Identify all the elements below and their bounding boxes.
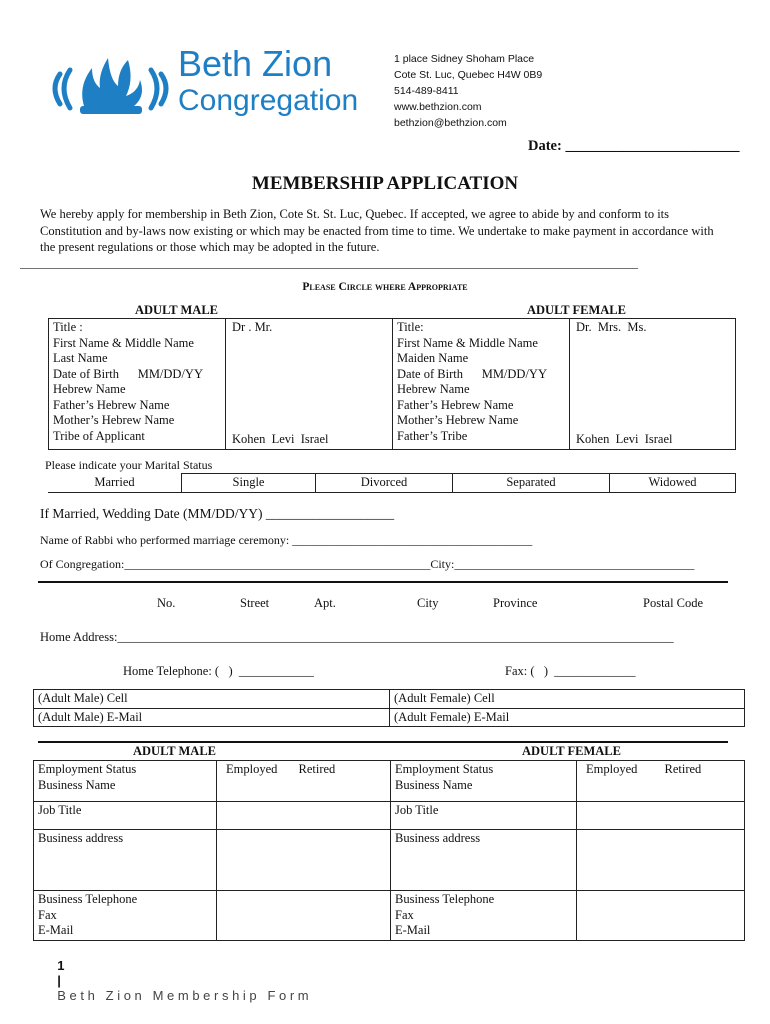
male-email-field[interactable]: (Adult Male) E-Mail <box>34 708 390 727</box>
address-block <box>394 51 542 131</box>
male-business-phone-label: Business Telephone <box>38 892 138 906</box>
female-cell-field[interactable]: (Adult Female) Cell <box>390 690 745 709</box>
page-title: MEMBERSHIP APPLICATION <box>251 173 519 194</box>
marital-status-table <box>48 473 736 493</box>
male-employed-option[interactable]: Employed <box>226 762 278 776</box>
male-title-options[interactable]: Dr . Mr. <box>232 320 273 334</box>
female-dob-label: Date of Birth MM/DD/YY <box>397 366 547 381</box>
employment-male-heading: ADULT MALE <box>133 744 217 758</box>
employment-table <box>33 760 745 941</box>
fax-field[interactable]: Fax: ( ) _____________ <box>505 664 636 678</box>
female-maiden-name-label: Maiden Name <box>397 351 469 365</box>
address-col-no: No. <box>157 596 176 610</box>
male-job-title-label: Job Title <box>34 802 217 830</box>
female-employment-options[interactable] <box>577 761 745 802</box>
male-first-name-label: First Name & Middle Name <box>53 335 194 350</box>
address-line: Cote St. Luc, Quebec H4W 0B9 <box>394 69 543 81</box>
adult-female-heading: ADULT FEMALE <box>527 303 626 317</box>
footer <box>50 943 309 1003</box>
employment-rule <box>38 741 728 743</box>
personal-info-table <box>48 318 736 450</box>
address-col-street: Street <box>240 596 270 610</box>
marital-separated[interactable]: Separated <box>453 474 610 493</box>
rabbi-field[interactable]: Name of Rabbi who performed marriage ceremony: ________________________________________ <box>40 533 533 547</box>
male-last-name-label: Last Name <box>53 351 108 365</box>
male-business-address-label: Business address <box>34 830 217 891</box>
female-business-phone-label: Business Telephone <box>395 892 495 906</box>
divider-line: _______________________________________________________________________________________________________ <box>20 256 638 270</box>
female-contact-inputs[interactable] <box>577 891 745 941</box>
home-address-field[interactable]: Home Address:_________________________________________________________________________________________ <box>40 630 674 644</box>
female-email-label: E-Mail <box>395 923 431 937</box>
male-contact-labels <box>34 891 217 941</box>
address-line: 1 place Sidney Shoham Place <box>394 53 535 65</box>
footer-title: B e t h Z i o n M e m b e r s h i p F o r m <box>57 988 309 1003</box>
address-col-province: Province <box>493 596 538 610</box>
female-fax-label: Fax <box>395 907 414 922</box>
female-first-name-label: First Name & Middle Name <box>397 335 538 350</box>
female-mother-hebrew-label: Mother’s Hebrew Name <box>397 413 519 427</box>
male-tribe-options[interactable]: Kohen Levi Israel <box>232 431 329 446</box>
page-number: 1 <box>57 958 65 973</box>
female-business-address-input[interactable] <box>577 830 745 891</box>
address-col-city: City <box>417 596 439 610</box>
intro-paragraph: We hereby apply for membership in Beth Zion, Cote St. St. Luc, Quebec. If accepted, we agree to abide by and conform to its Constitution and by-laws now existing or which may be enacted from time to time. We undertake to make payment in accordance with the present regulations or those which may be adopted in the future. <box>40 207 714 254</box>
female-inputs[interactable] <box>570 319 736 450</box>
wedding-date-field[interactable]: If Married, Wedding Date (MM/DD/YY) ___________________ <box>40 506 395 521</box>
male-mother-hebrew-label: Mother’s Hebrew Name <box>53 413 175 427</box>
female-field-labels <box>393 319 570 450</box>
female-job-title-input[interactable] <box>577 802 745 830</box>
address-col-postal: Postal Code <box>643 596 704 610</box>
circle-note: Please Circle where Appropriate <box>302 281 468 293</box>
male-email-label: E-Mail <box>38 923 74 937</box>
phone-text: 514-489-8411 <box>394 85 459 97</box>
female-hebrew-name-label: Hebrew Name <box>397 382 470 396</box>
female-tribe-label: Father’s Tribe <box>397 428 468 443</box>
male-employment-options[interactable] <box>217 761 391 802</box>
contact-table <box>33 689 745 727</box>
logo <box>48 43 368 122</box>
female-retired-option[interactable]: Retired <box>664 762 702 776</box>
adult-male-heading: ADULT MALE <box>135 303 219 317</box>
section-rule <box>38 581 728 583</box>
male-business-address-input[interactable] <box>217 830 391 891</box>
footer-separator: | <box>57 973 61 988</box>
male-contact-inputs[interactable] <box>217 891 391 941</box>
male-tribe-label: Tribe of Applicant <box>53 428 145 443</box>
male-business-name-label: Business Name <box>38 777 116 792</box>
female-title-label: Title: <box>397 320 424 334</box>
home-telephone-field[interactable]: Home Telephone: ( ) ____________ <box>123 664 314 678</box>
male-cell-field[interactable]: (Adult Male) Cell <box>34 690 390 709</box>
logo-name: Beth Zion <box>178 43 333 84</box>
male-employment-status-label: Employment Status <box>38 762 137 776</box>
logo-emblem-icon <box>48 46 173 122</box>
female-contact-labels <box>391 891 577 941</box>
female-business-address-label: Business address <box>391 830 577 891</box>
female-employment-labels <box>391 761 577 802</box>
male-father-hebrew-label: Father’s Hebrew Name <box>53 397 170 412</box>
address-col-apt: Apt. <box>314 596 336 610</box>
employment-female-heading: ADULT FEMALE <box>522 744 621 758</box>
marital-divorced[interactable]: Divorced <box>316 474 453 493</box>
male-title-label: Title : <box>53 320 83 334</box>
male-employment-labels <box>34 761 217 802</box>
marital-widowed[interactable]: Widowed <box>610 474 736 493</box>
male-fax-label: Fax <box>38 907 57 922</box>
male-field-labels <box>49 319 226 450</box>
female-email-field[interactable]: (Adult Female) E-Mail <box>390 708 745 727</box>
female-employed-option[interactable]: Employed <box>586 762 638 776</box>
female-title-options[interactable]: Dr. Mrs. Ms. <box>576 320 647 334</box>
male-retired-option[interactable]: Retired <box>298 762 336 776</box>
marital-single[interactable]: Single <box>182 474 316 493</box>
female-father-hebrew-label: Father’s Hebrew Name <box>397 397 514 412</box>
email-link[interactable]: bethzion@bethzion.com <box>394 117 507 129</box>
logo-sub: Congregation <box>178 84 359 117</box>
marital-married[interactable]: Married <box>48 474 182 493</box>
marital-label: Please indicate your Marital Status <box>45 458 213 472</box>
male-job-title-input[interactable] <box>217 802 391 830</box>
male-inputs[interactable] <box>226 319 393 450</box>
congregation-field[interactable]: Of Congregation:___________________________________________________City:________________________________________ <box>40 557 695 571</box>
male-dob-label: Date of Birth MM/DD/YY <box>53 366 203 381</box>
female-tribe-options[interactable]: Kohen Levi Israel <box>576 431 673 446</box>
date-field[interactable]: Date: ________________________ <box>528 138 740 154</box>
website-link[interactable]: www.bethzion.com <box>394 101 482 113</box>
female-job-title-label: Job Title <box>391 802 577 830</box>
male-hebrew-name-label: Hebrew Name <box>53 382 126 396</box>
female-business-name-label: Business Name <box>395 777 473 792</box>
female-employment-status-label: Employment Status <box>395 762 494 776</box>
